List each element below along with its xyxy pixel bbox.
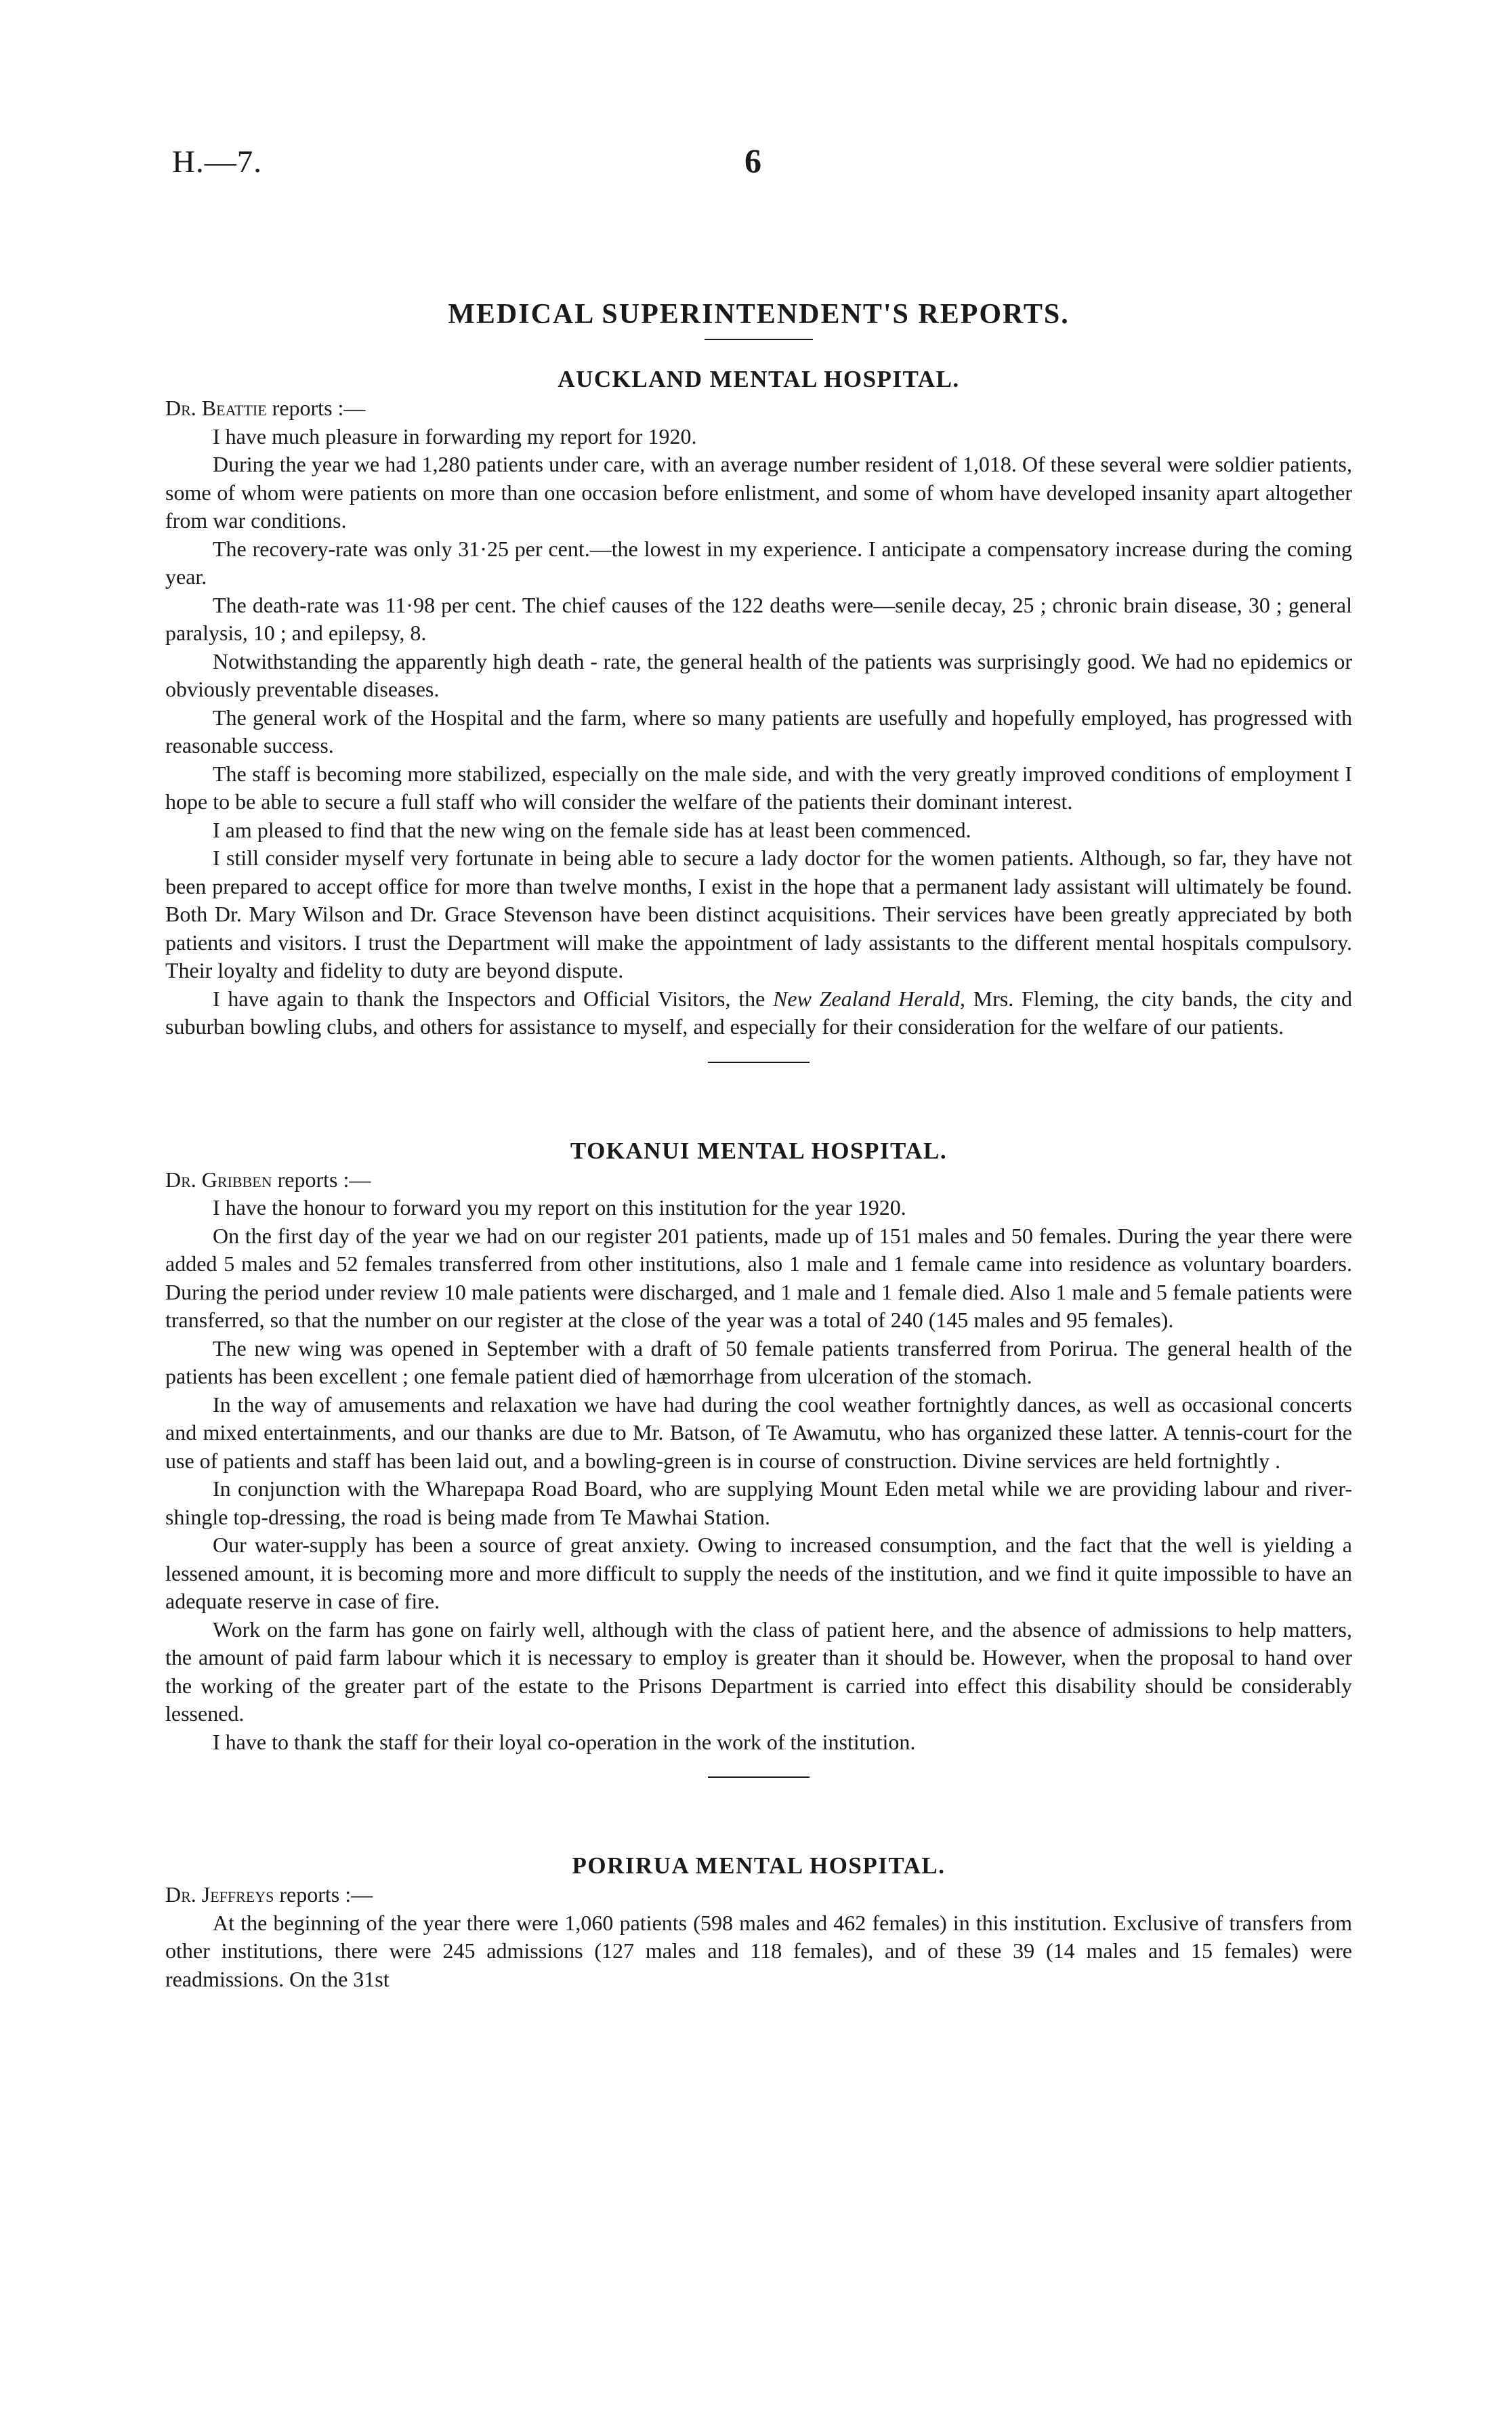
paragraph: The death-rate was 11·98 per cent. The chief causes of the 122 deaths were—senile decay, 25 ; chronic brain disease, 30 ; general paralysis, 10 ; and epilepsy, 8. bbox=[165, 592, 1352, 645]
section-title: PORIRUA MENTAL HOSPITAL. bbox=[572, 1852, 946, 1879]
paragraph: Our water-supply has been a source of great anxiety. Owing to increased consumption, and the fact that the well is yielding a lessened amount, it is becoming more and more difficult to supply the needs of the institution, and we find it quite impossible to have an adequate reserve in case of fire. bbox=[165, 1533, 1352, 1613]
paragraph: The recovery-rate was only 31·25 per cent.—the lowest in my experience. I anticipate a compensatory increase during the coming year. bbox=[165, 536, 1352, 589]
section-title: TOKANUI MENTAL HOSPITAL. bbox=[570, 1137, 948, 1164]
section-porirua bbox=[165, 1852, 1352, 1993]
section-tokanui bbox=[165, 1138, 1352, 1757]
newspaper-title: New Zealand Herald bbox=[773, 986, 960, 1011]
page bbox=[165, 122, 1352, 2398]
section-divider bbox=[708, 1776, 810, 1778]
title-rule bbox=[705, 339, 813, 340]
closing-paragraph bbox=[165, 985, 1352, 1041]
paragraph: The staff is becoming more stabilized, especially on the male side, and with the very greatly improved conditions of employment I hope to be able to secure a full staff who will consider the welfare of the patients their dominant interest. bbox=[165, 761, 1352, 814]
paragraph: In the way of amusements and relaxation we have had during the cool weather fortnightly dances, as well as occasional concerts and mixed entertainments, and our thanks are due to Mr. Batson, of Te Awamutu, who has organized these latter. A tennis-court for the use of patients and staff has been laid out, and a bowling-green is in course of construction. Divine services are held fortnightly . bbox=[165, 1392, 1352, 1473]
page-number: 6 bbox=[744, 142, 761, 180]
paragraph: The new wing was opened in September with a draft of 50 female patients transferred from Porirua. The general health of the patients has been excellent ; one female patient died of hæmorrhage from ulceration of the stomach. bbox=[165, 1335, 1352, 1388]
reporter-suffix: reports :— bbox=[266, 396, 366, 420]
section-title: AUCKLAND MENTAL HOSPITAL. bbox=[558, 366, 960, 392]
reporter-suffix: reports :— bbox=[272, 1167, 371, 1192]
reporter-line bbox=[165, 1166, 1352, 1194]
paragraph: Notwithstanding the apparently high death - rate, the general health of the patients was surprisingly good. We had no epidemics or obviously preventable diseases. bbox=[165, 648, 1352, 701]
reporter-line bbox=[165, 394, 1352, 423]
page-title: MEDICAL SUPERINTENDENT'S REPORTS. bbox=[448, 299, 1070, 330]
closing-text-before: I have again to thank the Inspectors and Official Visitors, the bbox=[213, 986, 774, 1011]
reporter-suffix: reports :— bbox=[274, 1882, 373, 1907]
section-auckland bbox=[165, 366, 1352, 1041]
paragraph: I am pleased to find that the new wing on the female side has at least been commenced. bbox=[213, 817, 971, 842]
reporter-name: Dr. Gribben bbox=[165, 1167, 272, 1192]
paragraph: In conjunction with the Wharepapa Road Board, who are supplying Mount Eden metal while we are providing labour and river-shingle top-dressing, the road is being made from Te Mawhai Station. bbox=[165, 1476, 1352, 1529]
paragraph: At the beginning of the year there were 1,060 patients (598 males and 462 females) in this institution. Exclusive of transfers from other institutions, there were 245 admissions (127 males and 118 females), and of these 39 (14 males and 15 females) were readmissions. On the 31st bbox=[165, 1910, 1352, 1991]
paragraph: The general work of the Hospital and the farm, where so many patients are usefully and hopefully employed, has progressed with reasonable success. bbox=[165, 705, 1352, 757]
paragraph: I have much pleasure in forwarding my report for 1920. bbox=[213, 423, 697, 449]
section-divider bbox=[708, 1062, 810, 1063]
paragraph: I still consider myself very fortunate in being able to secure a lady doctor for the women patients. Although, so far, they have not been prepared to accept office for more than twelve months, I exist in the hope that a permanent lady assistant will ultimately be found. Both Dr. Mary Wilson and Dr. Grace Stevenson have been distinct acquisitions. Their services have been greatly appreciated by both patients and visitors. I trust the Department will make the appointment of lady assistants to the different mental hospitals compulsory. Their loyalty and fidelity to duty are beyond dispute. bbox=[165, 846, 1352, 982]
document-reference: H.—7. bbox=[172, 144, 262, 180]
running-head bbox=[165, 122, 1352, 196]
paragraph: On the first day of the year we had on our register 201 patients, made up of 151 males and 50 females. During the year there were added 5 males and 52 females transferred from other institutions, also 1 male and 1 female came into residence as voluntary boarders. During the period under review 10 male patients were discharged, and 1 male and 1 female died. Also 1 male and 5 female patients were transferred, so that the number on our register at the close of the year was a total of 240 (145 males and 95 females). bbox=[165, 1223, 1352, 1332]
reporter-line bbox=[165, 1881, 1352, 1909]
paragraph: I have the honour to forward you my report on this institution for the year 1920. bbox=[213, 1195, 906, 1220]
reporter-name: Dr. Beattie bbox=[165, 396, 267, 420]
paragraph: During the year we had 1,280 patients under care, with an average number resident of 1,018. Of these several were soldier patients, some of whom were patients on more than one occasion before enlistment, and some of whom have developed insanity apart altogether from war conditions. bbox=[165, 452, 1352, 533]
reporter-name: Dr. Jeffreys bbox=[165, 1882, 274, 1907]
paragraph: I have to thank the staff for their loyal co-operation in the work of the institution. bbox=[213, 1729, 916, 1754]
closing-text-after: , Mrs. Fleming, the city bands, the city and suburban bowling clubs, and others for assistance to myself, and especially for their consideration for the welfare of our patients. bbox=[165, 986, 1353, 1039]
paragraph: Work on the farm has gone on fairly well, although with the class of patient here, and the absence of admissions to help matters, the amount of paid farm labour which it is necessary to employ is greater than it should be. However, when the proposal to hand over the working of the greater part of the estate to the Prisons Department is carried into effect this disability should be considerably lessened. bbox=[165, 1617, 1352, 1726]
